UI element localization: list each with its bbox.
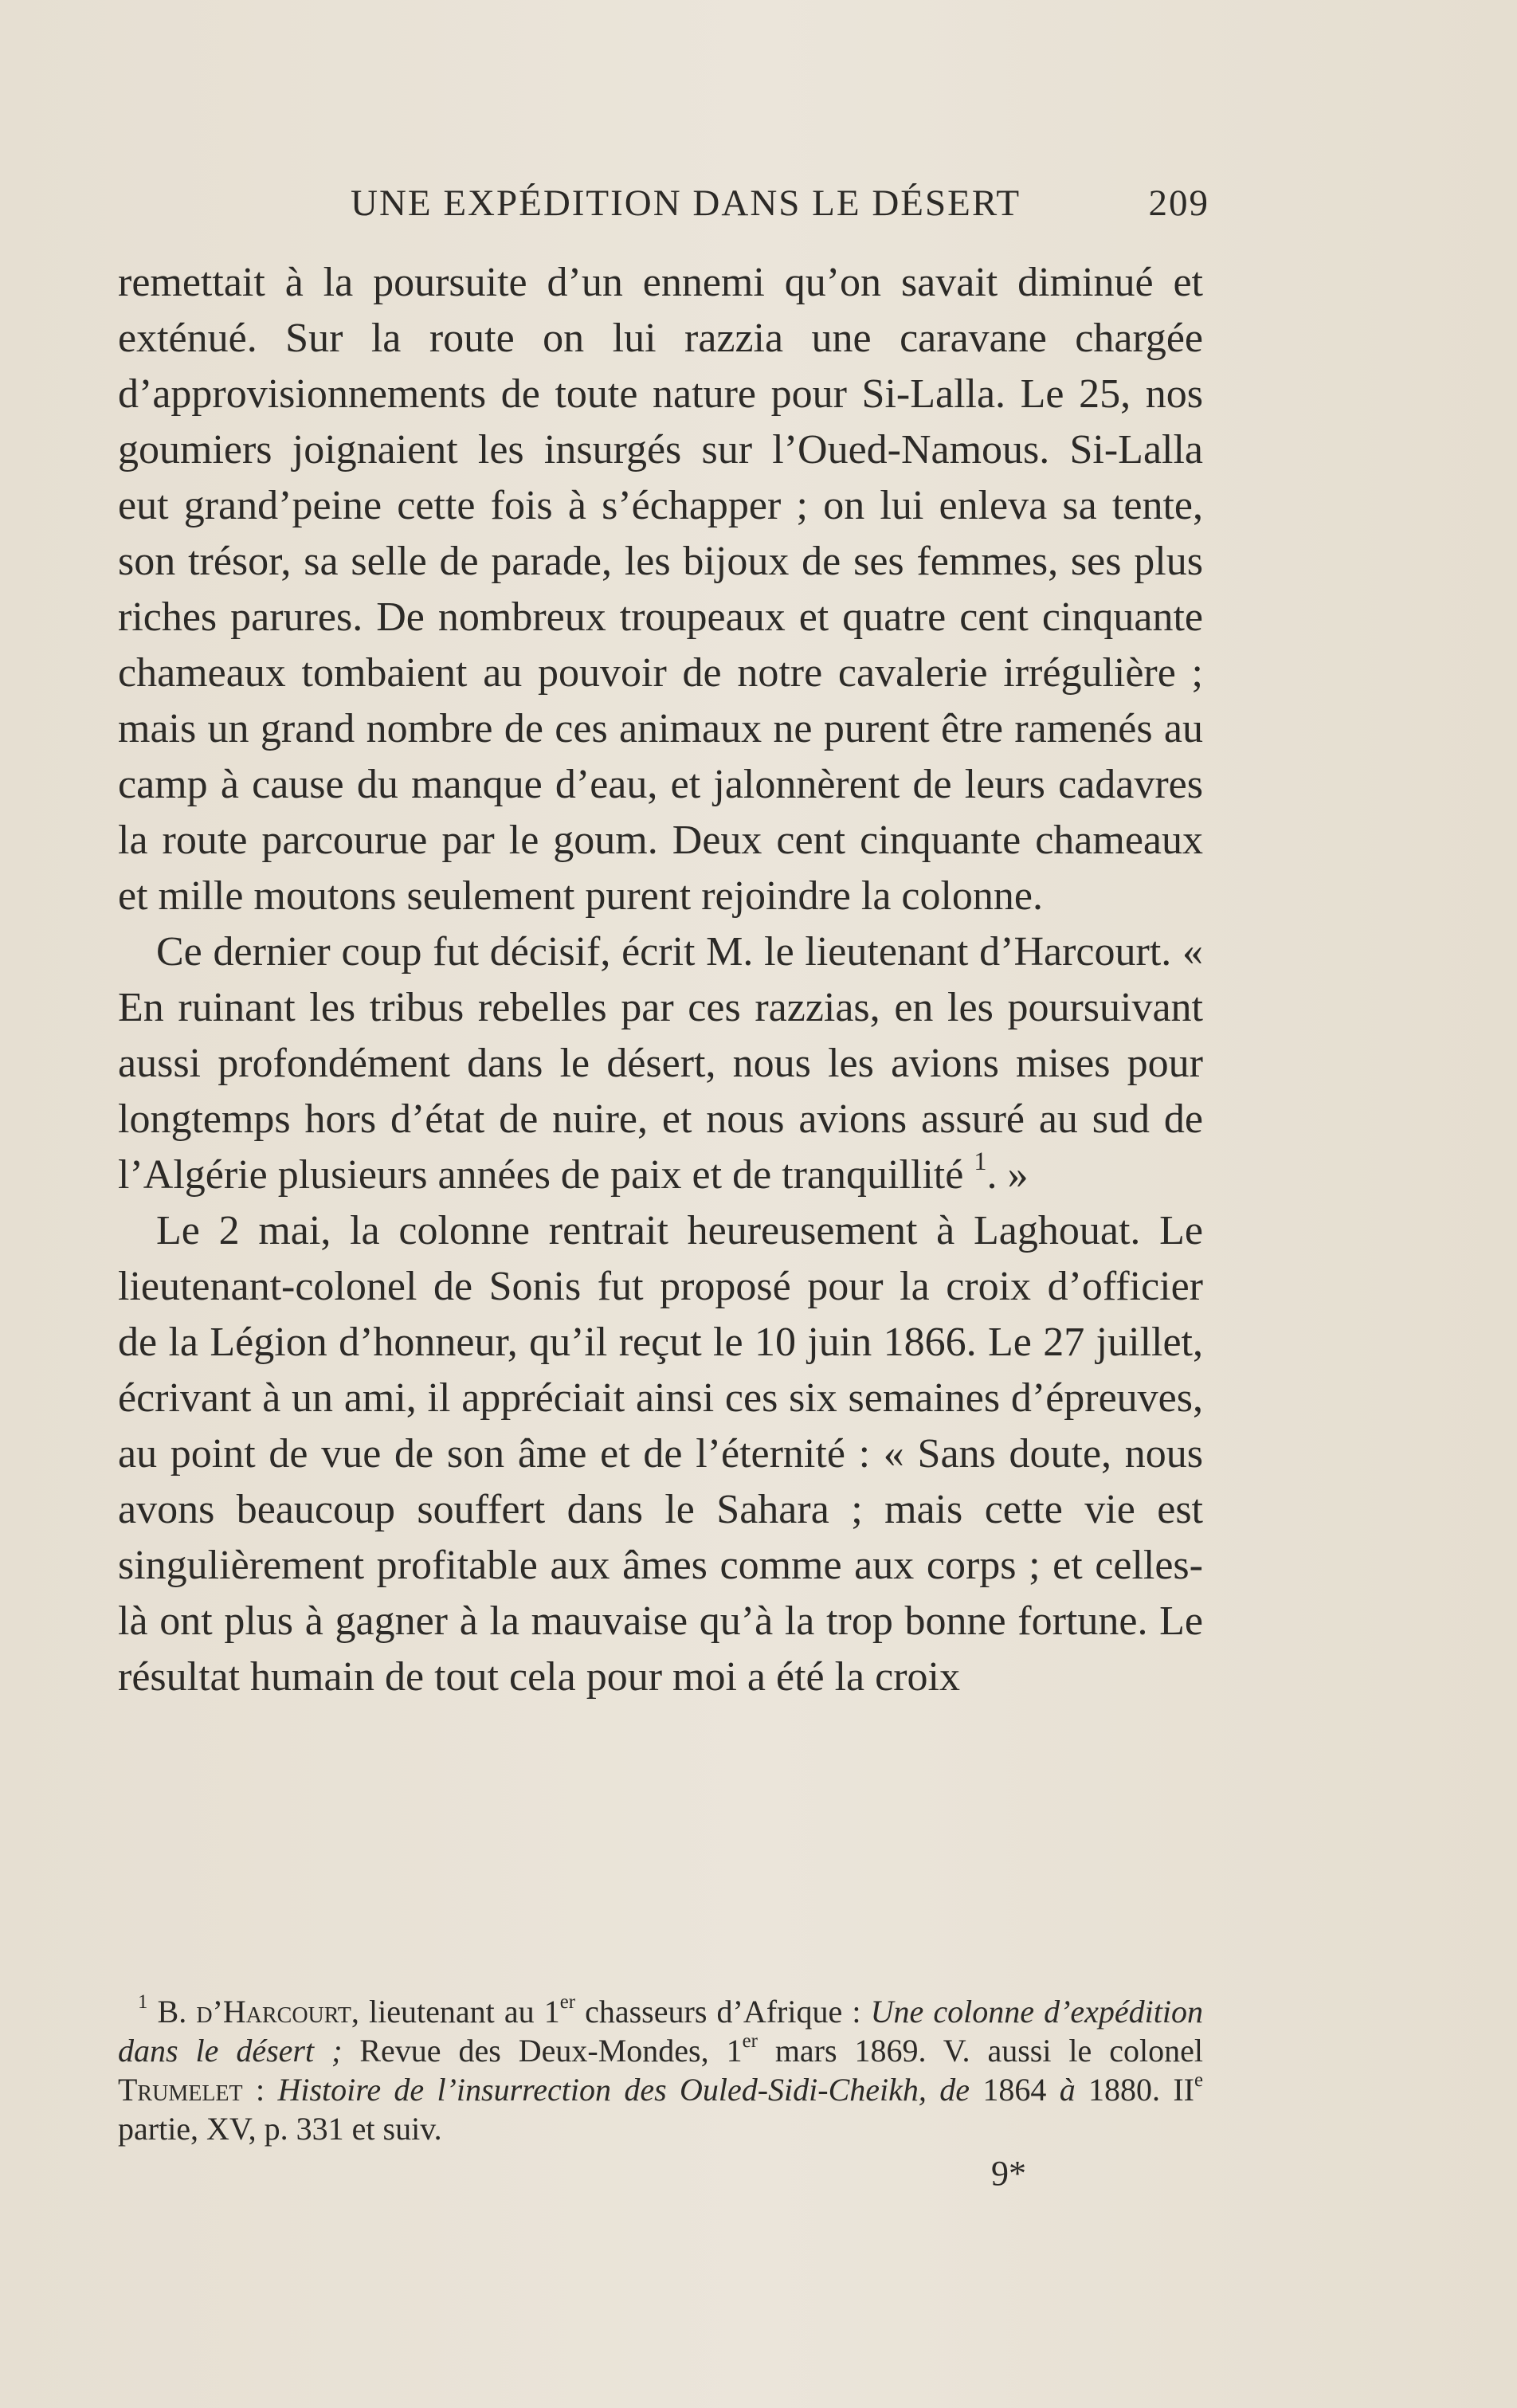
signature-mark: 9* — [991, 2154, 1026, 2193]
footnote-sup: er — [742, 2030, 758, 2052]
footnote-text: : — [242, 2072, 278, 2108]
running-title: UNE EXPÉDITION DANS LE DÉSERT — [351, 182, 1021, 224]
footnote-text: à — [1059, 2072, 1076, 2108]
footnote-number: 1 — [138, 1990, 148, 2013]
paragraph-3: Le 2 mai, la colonne rentrait heureusement à Laghouat. Le lieutenant-colonel de Sonis fut proposé pour la croix d’officier de la Légion d’honneur, qu’il reçut le 10 juin 1866. Le 27 juillet, écrivant à un ami, il appréciait ainsi ces six semaines d’épreuves, au point de vue de son âme et de l’éternité : « Sans doute, nous avons beaucoup souffert dans le Sahara ; mais cette vie est singulièrement profitable aux âmes comme aux corps ; et celles-là ont plus à gagner à la mauvaise qu’à la trop bonne fortune. Le résultat humain de tout cela pour moi a été la croix — [118, 1208, 1203, 1700]
footnote-work-1: Une colonne d’expédition dans le désert ; — [118, 1994, 1204, 2069]
footnote-author-2: Trumelet — [118, 2072, 243, 2108]
footnote-text: 1864 — [970, 2072, 1060, 2108]
paragraph-2-end: . » — [986, 1152, 1029, 1198]
running-head — [118, 182, 1209, 237]
footnotes — [118, 1992, 1203, 2148]
footnote-text: partie, XV, p. 331 et suiv. — [118, 2111, 442, 2147]
paragraph-2-text: Ce dernier coup fut décisif, écrit M. le lieutenant d’Harcourt. « En ruinant les tribus rebelles par ces razzias, en les poursuivant aussi profondément dans le désert, nous les avions mises pour longtemps hors d’état de nuire, et nous avions assuré au sud de l’Algérie plusieurs années de paix et de tranquillité — [118, 929, 1203, 1198]
footnote-text: 1880. II — [1075, 2072, 1195, 2108]
footnote-text: mars 1869. V. aussi le colonel — [757, 2033, 1203, 2069]
footnote-text: Revue des Deux-Mondes, 1 — [342, 2033, 743, 2069]
footnote-text: , lieutenant au 1 — [351, 1994, 560, 2030]
footnote-author-1: B. d’Harcourt — [157, 1994, 351, 2030]
footnote-1 — [118, 1992, 1203, 2148]
footnote-reference: 1 — [974, 1146, 987, 1175]
page-number: 209 — [1148, 182, 1209, 224]
paragraph-1: remettait à la poursuite d’un ennemi qu’on savait diminué et exténué. Sur la route on lui razzia une caravane chargée d’approvisionnements de toute nature pour Si-Lalla. Le 25, nos goumiers joignaient les insurgés sur l’Oued-Namous. Si-Lalla eut grand’peine cette fois à s’échapper ; on lui enleva sa tente, son trésor, sa selle de parade, les bijoux de ses femmes, ses plus riches parures. De nombreux troupeaux et quatre cent cinquante chameaux tombaient au pouvoir de notre cavalerie irrégulière ; mais un grand nombre de ces animaux ne purent être ramenés au camp à cause du manque d’eau, et jalonnèrent de leurs cadavres la route parcourue par le goum. Deux cent cinquante chameaux et mille moutons seulement purent rejoindre la colonne. — [118, 260, 1203, 919]
footnote-work-2: Histoire de l’insurrection des Ouled-Sidi-Cheikh, de — [277, 2072, 970, 2108]
footnote-sup: e — [1194, 2069, 1204, 2091]
footnote-sup: er — [559, 1990, 575, 2013]
paragraph-2 — [118, 924, 1203, 1203]
body-text — [118, 255, 1203, 1705]
footnote-text: chasseurs d’Afrique : — [574, 1994, 871, 2030]
